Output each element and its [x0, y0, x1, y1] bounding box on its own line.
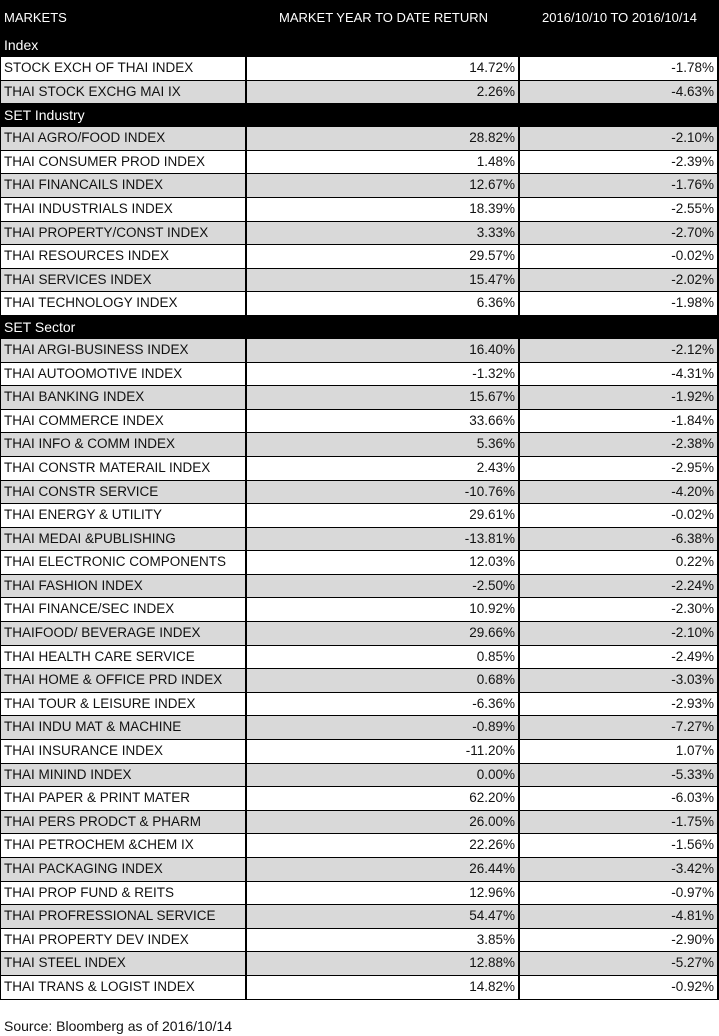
table-row [0, 787, 719, 811]
table-row [0, 363, 719, 387]
market-name-cell: THAI PAPER & PRINT MATER [0, 787, 247, 811]
market-name-cell: THAI PACKAGING INDEX [0, 858, 247, 882]
ytd-return-cell: 5.36% [247, 433, 520, 457]
week-return-cell: -4.63% [520, 81, 719, 105]
ytd-return-cell: 54.47% [247, 905, 520, 929]
market-name-cell: THAI ELECTRONIC COMPONENTS [0, 551, 247, 575]
week-return-cell: -0.92% [520, 976, 719, 1000]
table-row [0, 339, 719, 363]
table-row [0, 174, 719, 198]
week-return-cell: -2.10% [520, 127, 719, 151]
market-name-cell: THAI INFO & COMM INDEX [0, 433, 247, 457]
table-row [0, 622, 719, 646]
ytd-return-cell: 2.43% [247, 457, 520, 481]
ytd-return-cell: 10.92% [247, 598, 520, 622]
table-row [0, 410, 719, 434]
week-return-cell: -6.38% [520, 528, 719, 552]
table-row [0, 929, 719, 953]
week-return-cell: -2.12% [520, 339, 719, 363]
market-name-cell: THAI CONSTR SERVICE [0, 481, 247, 505]
week-return-cell: -1.78% [520, 57, 719, 81]
market-name-cell: THAI HOME & OFFICE PRD INDEX [0, 669, 247, 693]
market-name-cell: THAI ARGI-BUSINESS INDEX [0, 339, 247, 363]
table-row [0, 882, 719, 906]
table-row [0, 504, 719, 528]
market-name-cell: THAI STEEL INDEX [0, 952, 247, 976]
market-name-cell: THAI SERVICES INDEX [0, 269, 247, 293]
market-name-cell: THAI TECHNOLOGY INDEX [0, 292, 247, 316]
ytd-return-cell: 29.57% [247, 245, 520, 269]
week-return-cell: 1.07% [520, 740, 719, 764]
ytd-return-cell: 12.96% [247, 882, 520, 906]
ytd-return-cell: 3.33% [247, 222, 520, 246]
market-name-cell: THAI FINANCAILS INDEX [0, 174, 247, 198]
table-row [0, 646, 719, 670]
market-name-cell: THAI PROPERTY/CONST INDEX [0, 222, 247, 246]
week-return-cell: -2.70% [520, 222, 719, 246]
section-header: SET Sector [0, 316, 719, 339]
ytd-return-cell: 0.68% [247, 669, 520, 693]
market-name-cell: THAI COMMERCE INDEX [0, 410, 247, 434]
ytd-return-cell: 2.26% [247, 81, 520, 105]
ytd-return-cell: 12.67% [247, 174, 520, 198]
week-return-cell: -0.02% [520, 504, 719, 528]
ytd-return-cell: 26.44% [247, 858, 520, 882]
market-name-cell: THAI AGRO/FOOD INDEX [0, 127, 247, 151]
ytd-return-cell: 6.36% [247, 292, 520, 316]
market-name-cell: THAI PROFRESSIONAL SERVICE [0, 905, 247, 929]
ytd-return-cell: 16.40% [247, 339, 520, 363]
table-body [0, 34, 719, 1000]
ytd-return-cell: 15.47% [247, 269, 520, 293]
ytd-return-cell: -6.36% [247, 693, 520, 717]
header-markets: MARKETS [4, 9, 67, 25]
table-row [0, 669, 719, 693]
ytd-return-cell: 29.66% [247, 622, 520, 646]
table-row [0, 269, 719, 293]
table-row [0, 834, 719, 858]
section-header: SET Industry [0, 104, 719, 127]
source-note: Source: Bloomberg as of 2016/10/14 [4, 1018, 233, 1034]
week-return-cell: -4.31% [520, 363, 719, 387]
week-return-cell: -4.81% [520, 905, 719, 929]
market-name-cell: THAI HEALTH CARE SERVICE [0, 646, 247, 670]
market-name-cell: THAI PERS PRODCT & PHARM [0, 811, 247, 835]
week-return-cell: -2.49% [520, 646, 719, 670]
market-name-cell: THAI FINANCE/SEC INDEX [0, 598, 247, 622]
table-row [0, 81, 719, 105]
week-return-cell: -1.76% [520, 174, 719, 198]
week-return-cell: -6.03% [520, 787, 719, 811]
table-row [0, 127, 719, 151]
table-row [0, 693, 719, 717]
market-name-cell: THAI FASHION INDEX [0, 575, 247, 599]
week-return-cell: -0.97% [520, 882, 719, 906]
market-name-cell: THAI INDUSTRIALS INDEX [0, 198, 247, 222]
table-row [0, 976, 719, 1000]
week-return-cell: -2.30% [520, 598, 719, 622]
market-name-cell: THAI INDU MAT & MACHINE [0, 716, 247, 740]
table-row [0, 952, 719, 976]
market-name-cell: STOCK EXCH OF THAI INDEX [0, 57, 247, 81]
ytd-return-cell: 28.82% [247, 127, 520, 151]
ytd-return-cell: 12.03% [247, 551, 520, 575]
week-return-cell: -1.98% [520, 292, 719, 316]
ytd-return-cell: 22.26% [247, 834, 520, 858]
ytd-return-cell: 1.48% [247, 151, 520, 175]
week-return-cell: -0.02% [520, 245, 719, 269]
week-return-cell: -2.02% [520, 269, 719, 293]
section-header: Index [0, 34, 719, 57]
table-row [0, 598, 719, 622]
ytd-return-cell: 12.88% [247, 952, 520, 976]
header-ytd-return: MARKET YEAR TO DATE RETURN [278, 9, 488, 25]
ytd-return-cell: -10.76% [247, 481, 520, 505]
table-row [0, 811, 719, 835]
ytd-return-cell: 26.00% [247, 811, 520, 835]
week-return-cell: -2.10% [520, 622, 719, 646]
table-row [0, 575, 719, 599]
week-return-cell: -1.75% [520, 811, 719, 835]
week-return-cell: -7.27% [520, 716, 719, 740]
market-name-cell: THAI PROP FUND & REITS [0, 882, 247, 906]
table-header [0, 0, 719, 34]
week-return-cell: -2.38% [520, 433, 719, 457]
market-name-cell: THAI CONSTR MATERAIL INDEX [0, 457, 247, 481]
week-return-cell: -5.27% [520, 952, 719, 976]
ytd-return-cell: 29.61% [247, 504, 520, 528]
market-name-cell: THAIFOOD/ BEVERAGE INDEX [0, 622, 247, 646]
week-return-cell: -3.03% [520, 669, 719, 693]
table-row [0, 292, 719, 316]
ytd-return-cell: -11.20% [247, 740, 520, 764]
ytd-return-cell: 0.85% [247, 646, 520, 670]
week-return-cell: 0.22% [520, 551, 719, 575]
table-row [0, 386, 719, 410]
week-return-cell: -4.20% [520, 481, 719, 505]
week-return-cell: -2.55% [520, 198, 719, 222]
ytd-return-cell: 15.67% [247, 386, 520, 410]
ytd-return-cell: 0.00% [247, 764, 520, 788]
week-return-cell: -2.24% [520, 575, 719, 599]
market-name-cell: THAI MININD INDEX [0, 764, 247, 788]
market-name-cell: THAI RESOURCES INDEX [0, 245, 247, 269]
ytd-return-cell: 3.85% [247, 929, 520, 953]
table-row [0, 57, 719, 81]
market-name-cell: THAI PROPERTY DEV INDEX [0, 929, 247, 953]
market-name-cell: THAI TOUR & LEISURE INDEX [0, 693, 247, 717]
ytd-return-cell: 33.66% [247, 410, 520, 434]
market-name-cell: THAI BANKING INDEX [0, 386, 247, 410]
week-return-cell: -1.92% [520, 386, 719, 410]
week-return-cell: -5.33% [520, 764, 719, 788]
table-row [0, 198, 719, 222]
table-row [0, 528, 719, 552]
market-name-cell: THAI MEDAI &PUBLISHING [0, 528, 247, 552]
table-row [0, 457, 719, 481]
table-row [0, 481, 719, 505]
week-return-cell: -3.42% [520, 858, 719, 882]
ytd-return-cell: 14.72% [247, 57, 520, 81]
ytd-return-cell: -2.50% [247, 575, 520, 599]
ytd-return-cell: 18.39% [247, 198, 520, 222]
week-return-cell: -1.84% [520, 410, 719, 434]
ytd-return-cell: -0.89% [247, 716, 520, 740]
market-name-cell: THAI STOCK EXCHG MAI IX [0, 81, 247, 105]
week-return-cell: -2.39% [520, 151, 719, 175]
table-row [0, 858, 719, 882]
table-row [0, 764, 719, 788]
ytd-return-cell: 62.20% [247, 787, 520, 811]
table-row [0, 433, 719, 457]
market-name-cell: THAI PETROCHEM &CHEM IX [0, 834, 247, 858]
table-row [0, 551, 719, 575]
table-row [0, 222, 719, 246]
week-return-cell: -2.95% [520, 457, 719, 481]
week-return-cell: -1.56% [520, 834, 719, 858]
week-return-cell: -2.90% [520, 929, 719, 953]
market-name-cell: THAI CONSUMER PROD INDEX [0, 151, 247, 175]
market-name-cell: THAI AUTOOMOTIVE INDEX [0, 363, 247, 387]
market-name-cell: THAI ENERGY & UTILITY [0, 504, 247, 528]
market-name-cell: THAI TRANS & LOGIST INDEX [0, 976, 247, 1000]
table-row [0, 740, 719, 764]
ytd-return-cell: 14.82% [247, 976, 520, 1000]
ytd-return-cell: -13.81% [247, 528, 520, 552]
header-week-range: 2016/10/10 TO 2016/10/14 [542, 9, 697, 25]
ytd-return-cell: -1.32% [247, 363, 520, 387]
table-row [0, 716, 719, 740]
table-row [0, 151, 719, 175]
table-row [0, 245, 719, 269]
market-name-cell: THAI INSURANCE INDEX [0, 740, 247, 764]
table-row [0, 905, 719, 929]
week-return-cell: -2.93% [520, 693, 719, 717]
